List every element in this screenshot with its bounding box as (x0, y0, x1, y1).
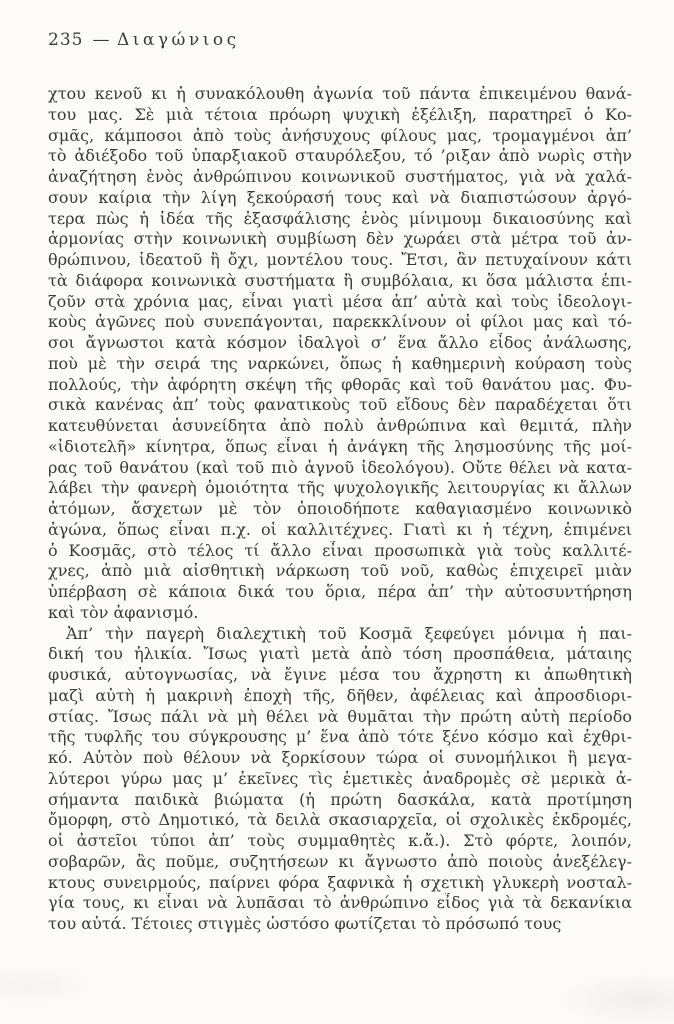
section-title: Διαγώνιος (116, 30, 240, 50)
text-line: σοι ἄγνωστοι κατὰ κόσμον ἰδαλγοὶ σ’ ἕνα ἄλλο εἶδος ἀνάλωσης, (48, 333, 632, 352)
text-line: δική του ἡλικία. Ἴσως γιατὶ μετὰ ἀπὸ τόση προσπάθεια, μάταιης (48, 644, 632, 664)
header-dash: — (92, 30, 110, 50)
text-line: του αὐτά. Τέτοιες στιγμὲς ὡστόσο φωτίζεται τὸ πρόσωπό τους (48, 914, 562, 933)
text-line: χνες, ἀπὸ μιὰ αἰσθητικὴ νάρκωση τοῦ νοῦ, καθὼς ἐπιχειρεῖ μιὰν (48, 561, 632, 581)
text-line: μαζὶ αὐτὴ ἡ μακρινὴ ἐποχὴ τῆς, δῆθεν, ἀφέλειας καὶ ἀπροσδιορι- (48, 685, 632, 705)
page-header (48, 30, 240, 50)
text-line: λάβει τὴν φανερὴ ὁμοιότητα τῆς ψυχολογικῆς λειτουργίας κι ἄλλων (48, 478, 632, 498)
text-line: ρας τοῦ θανάτου (καὶ τοῦ πιὸ ἁγνοῦ ἰδεολόγου). Οὔτε θέλει νὰ κατα- (48, 457, 632, 477)
text-line: τερα πὼς ἡ ἰδέα τῆς ἐξασφάλισης ἑνὸς μίνιμουμ δικαιοσύνης καὶ (48, 208, 632, 228)
text-line: τῆς τυφλῆς του σύγκρουσης μ’ ἕνα ἀπὸ τότε ξένο κόσμο καὶ ἐχθρι- (48, 727, 632, 747)
text-line: στίας. Ἴσως πάλι νὰ μὴ θέλει νὰ θυμᾶται τὴν πρώτη αὐτὴ περίοδο (48, 706, 632, 726)
text-line: κατευθύνεται ἀσυνείδητα ἀπὸ πολὺ ἀνθρώπινα καὶ θεμιτά, πλὴν (48, 416, 632, 435)
text-block (48, 84, 632, 935)
page-number: 235 (48, 30, 84, 50)
text-line: ζοῦν στὰ χρόνια μας, εἶναι γιατὶ μέσα ἀπ’ αὐτὰ καὶ τοὺς ἰδεολογι- (48, 291, 632, 311)
text-line: κό. Αὐτὸν ποὺ θέλουν νὰ ξορκίσουν τώρα οἱ συνομήλικοι ἢ μεγα- (48, 748, 632, 767)
text-line: φυσικά, αὐτογνωσίας, νὰ ἔγινε μέσα του ἄχρηστη κι ἀπωθητικὴ (48, 665, 632, 684)
text-line: Ἀπ’ τὴν παγερὴ διαλεχτικὴ τοῦ Κοσμᾶ ξεφεύγει μόνιμα ἡ παι- (66, 623, 632, 643)
text-line: οἱ ἀστεῖοι τύποι ἀπ’ τοὺς συμμαθητὲς κ.ἄ.). Στὸ φόρτε, λοιπόν, (48, 831, 632, 850)
text-line: λύτεροι γύρω μας μ’ ἐκεῖνες τὶς ἐμετικὲς ἀναδρομὲς σὲ μερικὰ ἀ- (48, 768, 632, 788)
text-line: σμᾶς, κάμποσοι ἀπὸ τοὺς ἀνήσυχους φίλους μας, τρομαγμένοι ἀπ’ (48, 125, 632, 145)
text-line: τὰ διάφορα κοινωνικὰ συστήματα ἢ συμβόλαια, κι ὅσα μάλιστα ἐπι- (48, 270, 632, 290)
text-line: σοβαρῶν, ἂς ποῦμε, συζητήσεων κι ἄγνωστο ἀπὸ ποιοὺς ἀνεξέλεγ- (48, 851, 632, 871)
text-line: ἀναζήτηση ἑνὸς ἀνθρώπινου κοινωνικοῦ συστήματος, γιὰ νὰ χαλά- (48, 167, 632, 186)
text-line: σήμαντα παιδικὰ βιώματα (ἡ πρώτη δασκάλα, κατὰ προτίμηση (48, 789, 632, 809)
text-line: του μας. Σὲ μιὰ τέτοια πρόωρη ψυχικὴ ἐξέλιξη, παρατηρεῖ ὁ Κο- (48, 104, 632, 124)
text-line: τὸ ἀδιέξοδο τοῦ ὑπαρξιακοῦ σταυρόλεξου, τό ’ριξαν ἀπὸ νωρὶς στὴν (48, 146, 632, 166)
text-line: ἀγώνα, ὅπως εἶναι π.χ. οἱ καλλιτέχνες. Γιατὶ κι ἡ τέχνη, ἐπιμένει (48, 519, 632, 539)
text-line: πολλούς, τὴν ἀφόρητη σκέψη τῆς φθορᾶς καὶ τοῦ θανάτου μας. Φυ- (48, 374, 632, 394)
text-line: ἀτόμων, ἄσχετων μὲ τὸν ὁποιοδήποτε καθαγιασμένο κοινωνικὸ (48, 499, 632, 518)
text-line: θρώπινου, ἰδεατοῦ ἢ ὄχι, μοντέλου τους. Ἔτσι, ἂν πετυχαίνουν κάτι (48, 250, 632, 269)
paragraph (48, 624, 632, 935)
text-line: κοὺς ἀγῶνες ποὺ συνεπάγονται, παρεκκλίνουν οἱ φίλοι μας καὶ τό- (48, 312, 632, 332)
text-line: ἁρμονίας στὴν κοινωνικὴ συμβίωση δὲν χωράει στὰ μέτρα τοῦ ἀν- (48, 229, 632, 249)
text-line: καὶ τὸν ἀφανισμό. (48, 602, 199, 622)
text-line: σουν καίρια τὴν λίγη ξεκούρασή τους καὶ νὰ διαπιστώσουν ἀργό- (48, 187, 632, 207)
text-line: ὁ Κοσμᾶς, στὸ τέλος τί ἄλλο εἶναι προσωπικὰ γιὰ τοὺς καλλιτέ- (48, 540, 632, 560)
text-line: ὑπέρβαση σὲ κάποια δικά του ὅρια, πέρα ἀπ’ τὴν αὐτοσυντήρηση (48, 582, 632, 601)
text-line: «ἰδιοτελῆ» κίνητρα, ὅπως εἶναι ἡ ἀνάγκη τῆς λησμοσύνης τῆς μοί- (48, 436, 632, 456)
paragraph (48, 84, 632, 624)
text-line: χτου κενοῦ κι ἡ συνακόλουθη ἀγωνία τοῦ πάντα ἐπικειμένου θανά- (48, 84, 632, 103)
text-line: ὄμορφη, στὸ Δημοτικό, τὰ δειλὰ σκασιαρχεῖα, οἱ σχολικὲς ἐκδρομές, (48, 810, 632, 830)
text-line: ποὺ μὲ τὴν σειρά της ναρκώνει, ὅπως ἡ καθημερινὴ κούραση τοὺς (48, 353, 632, 373)
text-line: σικὰ κανένας ἀπ’ τοὺς φανατικοὺς τοῦ εἴδους δὲν παραδέχεται ὅτι (48, 395, 632, 415)
text-line: γία τους, κι εἶναι νὰ λυπᾶσαι τὸ ἀνθρώπινο εἶδος γιὰ τὰ δεκανίκια (48, 893, 632, 913)
text-line: κτους συνειρμούς, παίρνει φόρα ξαφνικὰ ἡ σχετικὴ γλυκερὴ νοσταλ- (48, 872, 632, 892)
